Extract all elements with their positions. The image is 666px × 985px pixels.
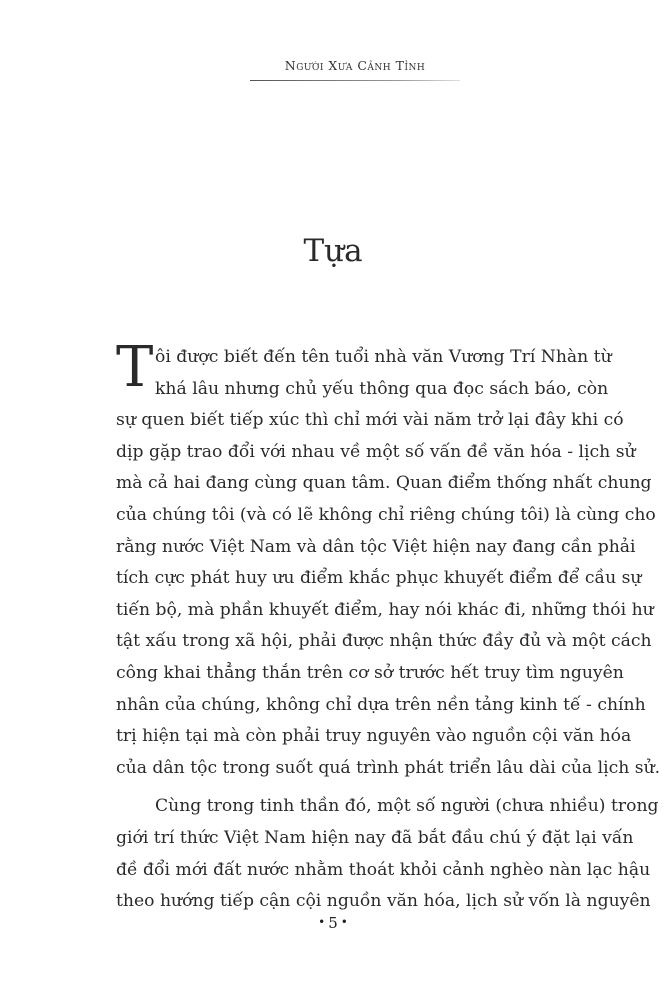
paragraph-1-line: sự quen biết tiếp xúc thì chỉ mới vài năm trở lại đây khi có xyxy=(116,410,624,431)
paragraph-1-line: mà cả hai đang cùng quan tâm. Quan điểm thống nhất chung xyxy=(116,473,652,494)
paragraph-2-line: theo hướng tiếp cận cội nguồn văn hóa, lịch sử vốn là nguyên xyxy=(116,891,651,912)
body-text xyxy=(116,335,661,918)
paragraph-2-line: đề đổi mới đất nước nhằm thoát khỏi cảnh nghèo nàn lạc hậu xyxy=(116,859,651,880)
paragraph-1-line: của chúng tôi (và có lẽ không chỉ riêng chúng tôi) là cùng cho xyxy=(116,504,656,525)
paragraph-1-line: tiến bộ, mà phần khuyết điểm, hay nói khác đi, những thói hư xyxy=(116,599,654,620)
paragraph-1-line: tích cực phát huy ưu điểm khắc phục khuyết điểm để cầu sự xyxy=(116,568,642,589)
page-number xyxy=(0,914,666,932)
running-header: Người Xưa Cảnh Tỉnh xyxy=(284,58,426,73)
paragraph-1-line: trị hiện tại mà còn phải truy nguyên vào nguồn cội văn hóa xyxy=(116,726,632,747)
chapter-title: Tựa xyxy=(303,233,363,269)
paragraph-2-line: Cùng trong tinh thần đó, một số người (chưa nhiều) trong xyxy=(155,796,659,817)
paragraph-1-line: khá lâu nhưng chủ yếu thông qua đọc sách báo, còn xyxy=(155,378,609,399)
bullet-dot-right: • xyxy=(340,915,348,929)
paragraph-1-line: ôi được biết đến tên tuổi nhà văn Vương Trí Nhàn từ xyxy=(155,347,612,367)
drop-cap: T xyxy=(116,335,154,400)
paragraph-gap xyxy=(116,784,603,791)
header-rule xyxy=(250,80,460,81)
paragraph-1-line: dịp gặp trao đổi với nhau về một số vấn đề văn hóa - lịch sử xyxy=(116,441,636,462)
paragraph-1-line: nhân của chúng, không chỉ dựa trên nền tảng kinh tế - chính xyxy=(116,694,646,715)
bullet-dot-left: • xyxy=(318,915,326,929)
paragraph-1-line: rằng nước Việt Nam và dân tộc Việt hiện nay đang cần phải xyxy=(116,536,636,557)
paragraph-1-line: của dân tộc trong suốt quá trình phát triển lâu dài của lịch sử. xyxy=(116,757,661,778)
page-number-value: 5 xyxy=(328,914,338,932)
paragraph-2-line: giới trí thức Việt Nam hiện nay đã bắt đầu chú ý đặt lại vấn xyxy=(116,827,634,848)
paragraph-1-line: tật xấu trong xã hội, phải được nhận thức đầy đủ và một cách xyxy=(116,631,652,652)
paragraph-1-line: công khai thẳng thắn trên cơ sở trước hết truy tìm nguyên xyxy=(116,662,624,683)
